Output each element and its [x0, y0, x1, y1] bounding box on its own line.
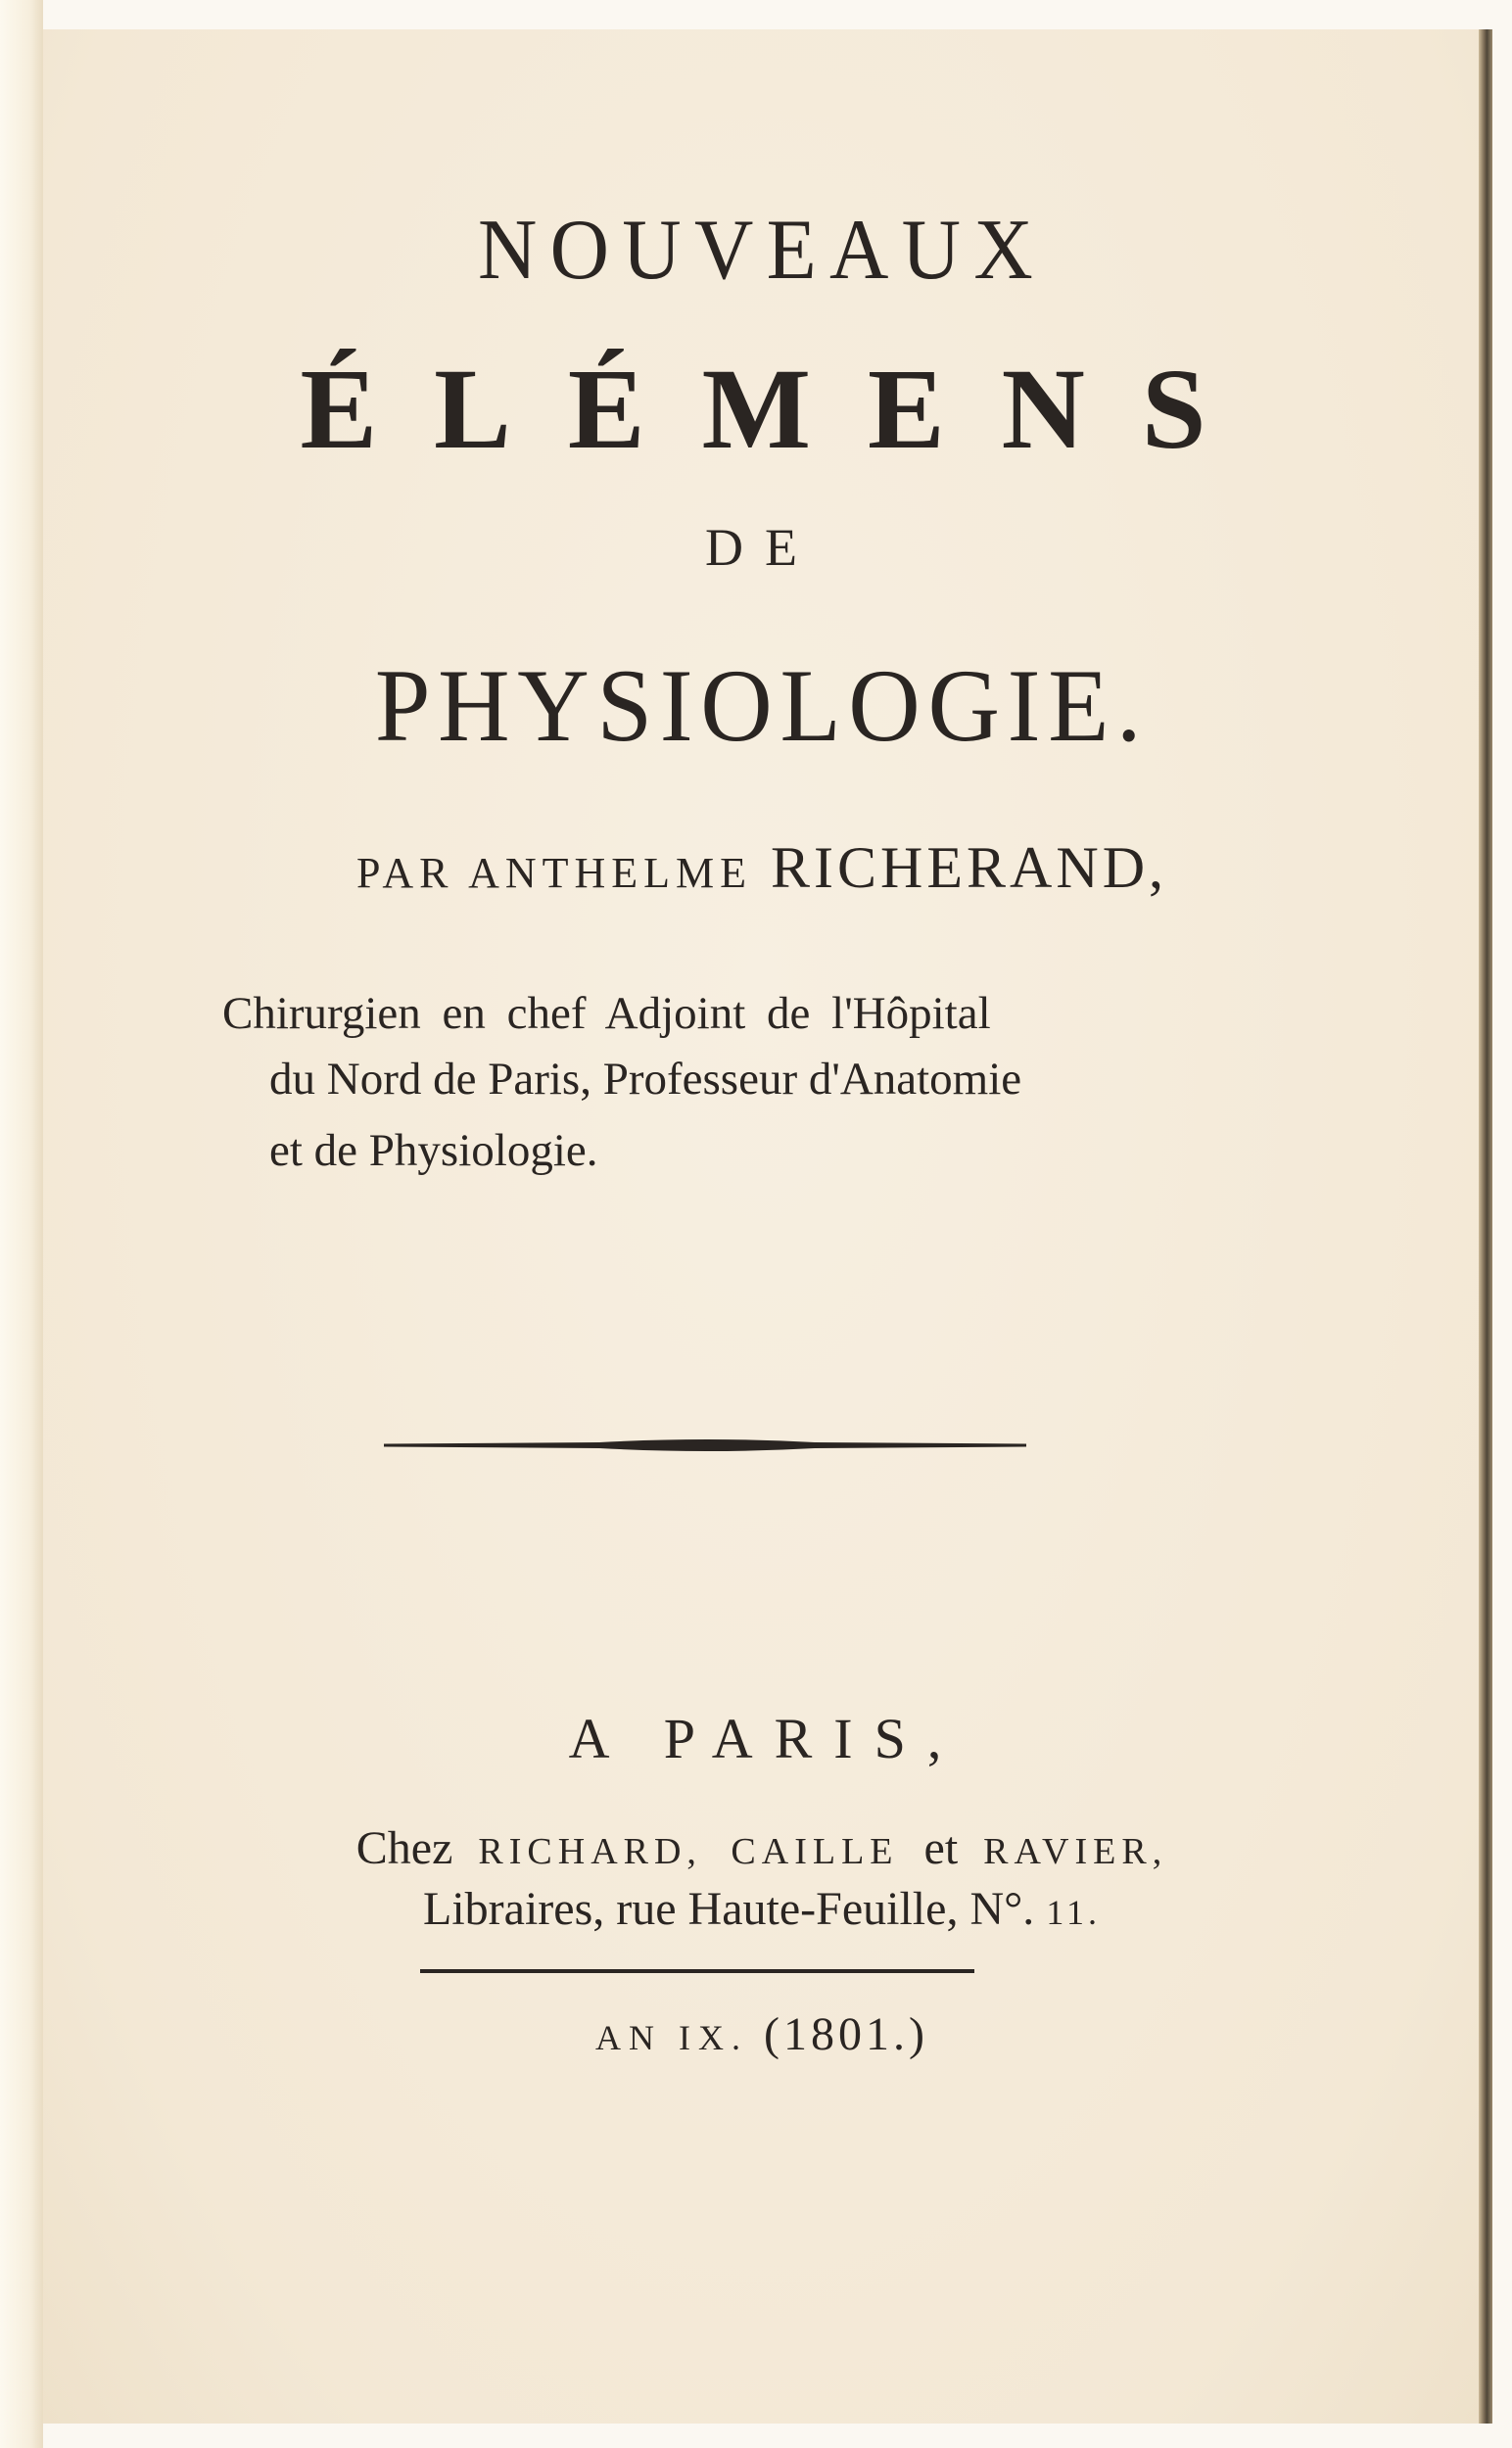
date-line: [43, 2007, 1481, 2061]
title-line-elemens: ÉLÉMENS: [300, 345, 1263, 473]
credentials-line-3: et de Physiologie.: [269, 1125, 598, 1176]
author-prefix: PAR ANTHELME: [355, 849, 753, 897]
date-year: (1801.): [764, 2008, 928, 2060]
divider-rule: [420, 1969, 974, 1973]
title-line-physiologie: PHYSIOLOGIE.: [374, 648, 1150, 763]
title-line-nouveaux: NOUVEAUX: [477, 203, 1047, 298]
address-number: 11.: [1046, 1893, 1101, 1932]
author-name: RICHERAND,: [771, 835, 1168, 900]
title-line-de: DE: [705, 518, 819, 577]
place-line: A PARIS,: [568, 1707, 964, 1770]
date-year-label: AN IX.: [595, 2018, 748, 2057]
publisher-names: RICHARD, CAILLE: [478, 1831, 899, 1872]
publisher-prefix: Chez: [355, 1822, 453, 1874]
credentials-line-1: Chirurgien en chef Adjoint de l'Hôpital: [222, 988, 991, 1039]
address-line: [43, 1882, 1481, 1936]
ornamental-rule: [384, 1437, 1026, 1453]
left-page-edge: [0, 0, 43, 2448]
credentials-line-2: du Nord de Paris, Professeur d'Anatomie: [269, 1054, 1022, 1105]
book-fore-edge: [1479, 29, 1492, 2424]
address-text: Libraires, rue Haute-Feuille, N°.: [423, 1883, 1035, 1935]
author-line: [43, 834, 1481, 902]
publisher-et: et: [923, 1822, 959, 1874]
publisher-last: RAVIER,: [983, 1831, 1168, 1872]
publisher-line: [43, 1821, 1481, 1875]
